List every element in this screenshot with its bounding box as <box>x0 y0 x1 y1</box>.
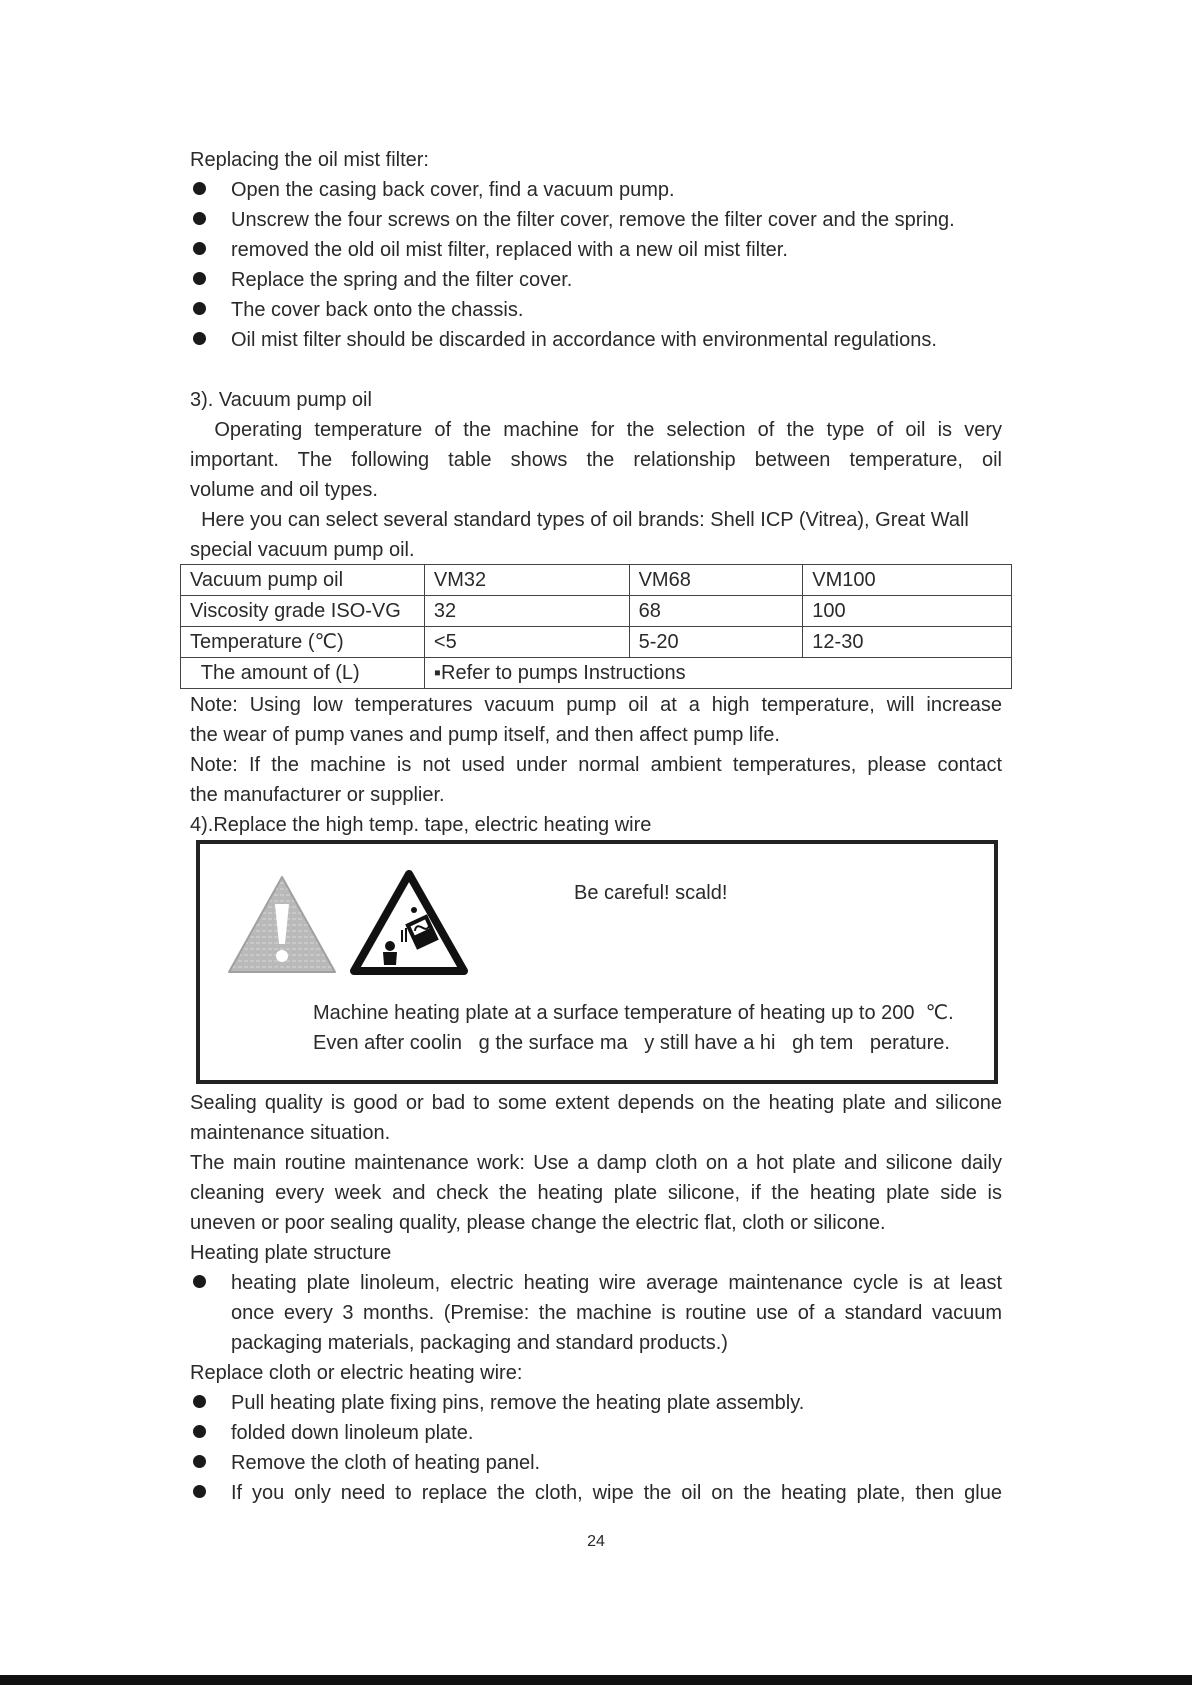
bullet-icon <box>193 182 206 195</box>
paragraph-line: maintenance situation. <box>190 1122 391 1144</box>
table-cell: <5 <box>424 627 629 658</box>
paragraph-line: Sealing quality is good or bad to some extent depends on the heating plate and silicone <box>190 1092 1002 1114</box>
structure-bullet-line: packaging materials, packaging and standard products.) <box>231 1332 728 1354</box>
table-cell: VM68 <box>629 565 803 596</box>
oil-mist-step: removed the old oil mist filter, replaced with a new oil mist filter. <box>231 239 788 261</box>
section-heading-oil-mist-filter: Replacing the oil mist filter: <box>190 149 429 171</box>
oil-spec-table <box>180 564 1012 689</box>
oil-mist-step: Open the casing back cover, find a vacuum pump. <box>231 179 675 201</box>
section-heading-heating-wire: 4).Replace the high temp. tape, electric heating wire <box>190 814 652 836</box>
bullet-icon <box>193 302 206 315</box>
table-cell: VM32 <box>424 565 629 596</box>
table-cell: 100 <box>803 596 1012 627</box>
bullet-icon <box>193 1395 206 1408</box>
paragraph-line: Operating temperature of the machine for the selection of the type of oil is very <box>190 419 1002 441</box>
paragraph-line: uneven or poor sealing quality, please change the electric flat, cloth or silicone. <box>190 1212 886 1234</box>
table-cell: 12-30 <box>803 627 1012 658</box>
replace-step: Remove the cloth of heating panel. <box>231 1452 541 1474</box>
page-number: 24 <box>587 1533 605 1550</box>
structure-bullet-line: heating plate linoleum, electric heating wire average maintenance cycle is at least <box>231 1272 1002 1294</box>
bullet-icon <box>193 1275 206 1288</box>
paragraph-line: Here you can select several standard types of oil brands: Shell ICP (Vitrea), Great Wall <box>190 509 969 531</box>
warning-text-line: Machine heating plate at a surface temperature of heating up to 200 ℃. <box>313 1002 954 1024</box>
oil-mist-step: Oil mist filter should be discarded in accordance with environmental regulations. <box>231 329 937 351</box>
note-line: Note: Using low temperatures vacuum pump oil at a high temperature, will increase <box>190 694 1002 716</box>
table-row <box>181 658 1012 689</box>
hot-surface-scald-warning-icon <box>350 870 468 976</box>
table-cell: Temperature (℃) <box>181 627 425 658</box>
bullet-icon <box>193 1455 206 1468</box>
oil-mist-step: Unscrew the four screws on the filter cover, remove the filter cover and the spring. <box>231 209 955 231</box>
general-warning-triangle-icon <box>226 874 338 976</box>
oil-mist-step: The cover back onto the chassis. <box>231 299 524 321</box>
table-cell: 32 <box>424 596 629 627</box>
bullet-icon <box>193 332 206 345</box>
bullet-icon <box>193 242 206 255</box>
note-line: the manufacturer or supplier. <box>190 784 445 806</box>
replace-step: folded down linoleum plate. <box>231 1422 474 1444</box>
bullet-icon <box>193 212 206 225</box>
table-cell: The amount of (L) <box>181 658 425 689</box>
paragraph-line: cleaning every week and check the heating plate silicone, if the heating plate side is <box>190 1182 1002 1204</box>
bottom-border <box>0 1675 1192 1685</box>
subheading-replace-cloth: Replace cloth or electric heating wire: <box>190 1362 523 1384</box>
table-row <box>181 596 1012 627</box>
replace-step: Pull heating plate fixing pins, remove the heating plate assembly. <box>231 1392 805 1414</box>
replace-step: If you only need to replace the cloth, wipe the oil on the heating plate, then glue <box>231 1482 1002 1504</box>
paragraph-line: special vacuum pump oil. <box>190 539 415 561</box>
structure-bullet-line: once every 3 months. (Premise: the machine is routine use of a standard vacuum <box>231 1302 1002 1324</box>
table-cell: 68 <box>629 596 803 627</box>
bullet-icon <box>193 1425 206 1438</box>
subheading-heating-plate-structure: Heating plate structure <box>190 1242 392 1264</box>
paragraph-line: The main routine maintenance work: Use a damp cloth on a hot plate and silicone daily <box>190 1152 1002 1174</box>
warning-text-line: Even after coolin g the surface ma y still have a hi gh tem perature. <box>313 1032 950 1054</box>
note-line: Note: If the machine is not used under normal ambient temperatures, please contact <box>190 754 1002 776</box>
table-cell: VM100 <box>803 565 1012 596</box>
section-heading-vacuum-pump-oil: 3). Vacuum pump oil <box>190 389 372 411</box>
paragraph-line: important. The following table shows the relationship between temperature, oil <box>190 449 1002 471</box>
scald-warning-box <box>196 840 998 1084</box>
table-row <box>181 565 1012 596</box>
warning-title: Be careful! scald! <box>574 882 728 904</box>
paragraph-line: volume and oil types. <box>190 479 378 501</box>
table-cell: Viscosity grade ISO-VG <box>181 596 425 627</box>
bullet-icon <box>193 272 206 285</box>
note-line: the wear of pump vanes and pump itself, and then affect pump life. <box>190 724 780 746</box>
bullet-icon <box>193 1485 206 1498</box>
table-row <box>181 627 1012 658</box>
table-cell: ▪Refer to pumps Instructions <box>424 658 1011 689</box>
table-cell: 5-20 <box>629 627 803 658</box>
oil-mist-step: Replace the spring and the filter cover. <box>231 269 573 291</box>
table-cell: Vacuum pump oil <box>181 565 425 596</box>
